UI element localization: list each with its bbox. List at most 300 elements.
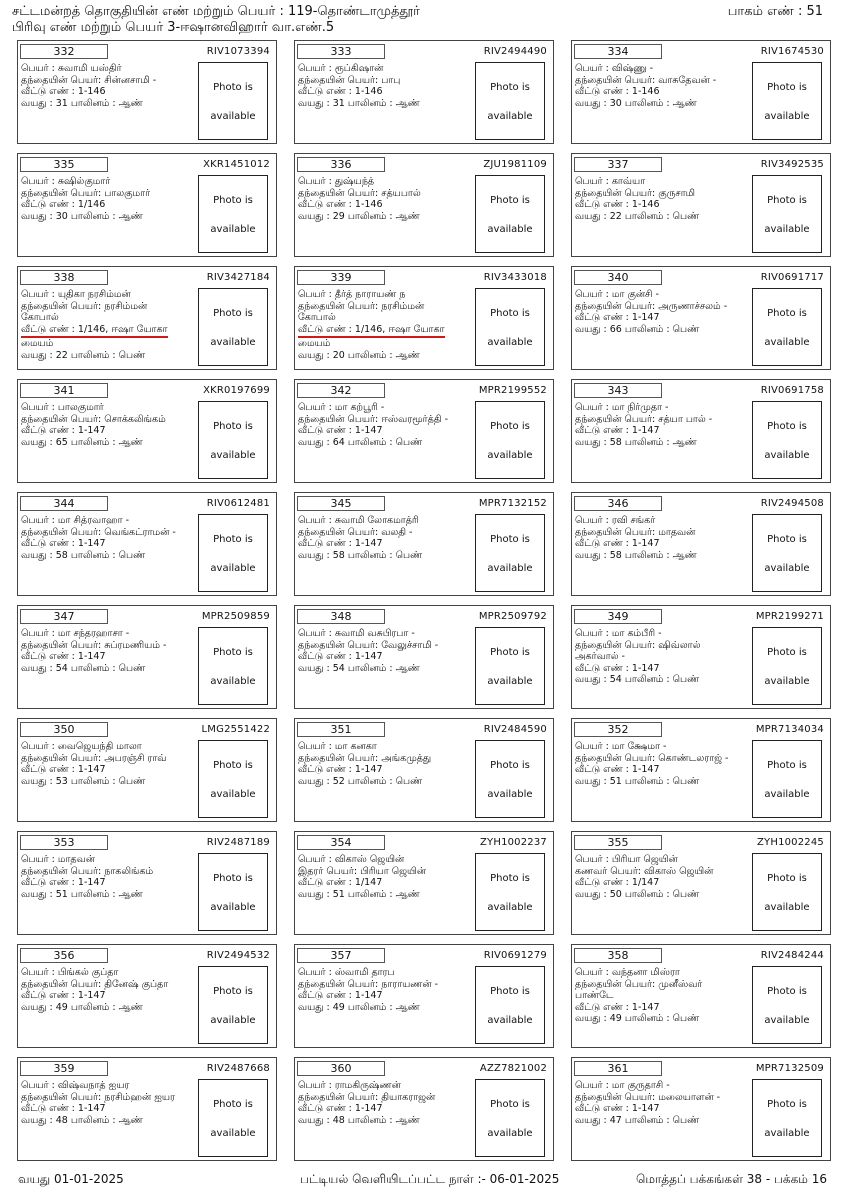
photo-text: available bbox=[210, 902, 256, 913]
detail-line: வயது : 48 பாலினம் : ஆண் bbox=[21, 1114, 143, 1126]
voter-details bbox=[298, 741, 493, 787]
detail-line: வயது : 54 பாலினம் : ஆண் bbox=[298, 662, 420, 674]
detail-line: வயது : 64 பாலினம் : பெண் bbox=[298, 436, 423, 448]
detail-line: பெயர் : விஷ்வநாத் ஐயர bbox=[21, 1080, 130, 1091]
photo-text: available bbox=[764, 450, 810, 461]
detail-line: தந்தையின் பெயர்: வெங்கட்ராமன் - bbox=[21, 526, 176, 538]
voter-details bbox=[575, 289, 770, 335]
epic-number: MPR7132509 bbox=[755, 1063, 824, 1074]
detail-line: பெயர் : ரவி சங்கர் bbox=[575, 515, 656, 526]
photo-placeholder bbox=[752, 288, 822, 366]
detail-line: வயது : 31 பாலினம் : ஆண் bbox=[298, 97, 420, 109]
detail-line: தந்தையின் பெயர்: சுப்ரமணியம் - bbox=[21, 639, 167, 651]
photo-text: Photo is bbox=[767, 647, 807, 658]
detail-line: பெயர் : ரூப்கிஷான் bbox=[298, 63, 384, 74]
detail-line: தந்தையின் பெயர்: வலதி - bbox=[298, 526, 413, 538]
detail-line: வீட்டு எண் : 1-147 bbox=[575, 1103, 660, 1115]
epic-number: RIV3492535 bbox=[760, 159, 824, 170]
photo-text: Photo is bbox=[767, 195, 807, 206]
voter-card bbox=[571, 379, 831, 483]
photo-placeholder bbox=[752, 401, 822, 479]
photo-placeholder bbox=[198, 966, 268, 1044]
detail-line: கணவர் பெயர்: விகாஸ் ஜெயின் bbox=[575, 865, 714, 877]
epic-number: RIV2494508 bbox=[760, 498, 824, 509]
voter-details bbox=[298, 967, 493, 1013]
photo-text: Photo is bbox=[213, 760, 253, 771]
detail-line: வீட்டு எண் : 1-146 bbox=[298, 86, 383, 98]
photo-placeholder bbox=[198, 514, 268, 592]
detail-line: பெயர் : சுவாமி வசுபிரபா - bbox=[298, 628, 415, 639]
detail-line: வீட்டு எண் : 1-147 bbox=[575, 425, 660, 437]
detail-line: வீட்டு எண் : 1-147 bbox=[21, 764, 106, 776]
voter-card bbox=[294, 40, 554, 144]
detail-line: தந்தையின் பெயர்: மாதவன் bbox=[575, 526, 696, 538]
serial-number: 353 bbox=[20, 835, 108, 850]
epic-number: MPR2199552 bbox=[478, 385, 547, 396]
photo-text: available bbox=[210, 1015, 256, 1026]
detail-line: தந்தையின் பெயர்: நாகலிங்கம் bbox=[21, 865, 154, 877]
photo-text: available bbox=[210, 224, 256, 235]
voter-card bbox=[17, 492, 277, 596]
voter-card bbox=[571, 605, 831, 709]
photo-placeholder bbox=[475, 62, 545, 140]
photo-text: available bbox=[764, 1128, 810, 1139]
serial-number: 351 bbox=[297, 722, 385, 737]
voter-details bbox=[21, 402, 216, 448]
photo-text: Photo is bbox=[213, 308, 253, 319]
serial-number: 342 bbox=[297, 383, 385, 398]
photo-placeholder bbox=[752, 514, 822, 592]
epic-number: RIV2487189 bbox=[206, 837, 270, 848]
detail-line: பெயர் : மா நிர்முதா - bbox=[575, 402, 669, 413]
voter-details bbox=[298, 628, 493, 674]
detail-line: வயது : 30 பாலினம் : ஆண் bbox=[21, 210, 143, 222]
voter-details bbox=[21, 1080, 216, 1126]
detail-line: வீட்டு எண் : 1-147 bbox=[575, 662, 660, 674]
voter-details bbox=[298, 176, 493, 222]
detail-line: கோபால் bbox=[21, 312, 59, 324]
voter-details bbox=[21, 741, 216, 787]
voter-details bbox=[575, 402, 770, 448]
detail-line: பெயர் : தீர்த் நாராயண் ந bbox=[298, 289, 406, 300]
publication-date: பட்டியல் வெளியிடப்பட்ட நாள் :- 06-01-2025 bbox=[300, 1172, 560, 1186]
photo-placeholder bbox=[752, 740, 822, 818]
photo-text: Photo is bbox=[767, 308, 807, 319]
photo-text: available bbox=[487, 902, 533, 913]
detail-line: மையம் bbox=[21, 338, 54, 350]
epic-number: RIV2494532 bbox=[206, 950, 270, 961]
serial-number: 346 bbox=[574, 496, 662, 511]
voter-card bbox=[17, 153, 277, 257]
voter-details bbox=[21, 176, 216, 222]
photo-text: Photo is bbox=[490, 647, 530, 658]
photo-text: available bbox=[210, 676, 256, 687]
voter-card bbox=[17, 718, 277, 822]
detail-line: வயது : 65 பாலினம் : ஆண் bbox=[21, 436, 143, 448]
detail-line: பெயர் : பிரியா ஜெயின் bbox=[575, 854, 678, 865]
highlighted-address: வீட்டு எண் : 1/146, ஈஷா யோகா bbox=[298, 324, 445, 339]
voter-details bbox=[21, 289, 216, 362]
epic-number: RIV3433018 bbox=[483, 272, 547, 283]
detail-line bbox=[21, 324, 216, 339]
detail-line: வயது : 31 பாலினம் : ஆண் bbox=[21, 97, 143, 109]
voter-details bbox=[575, 63, 770, 109]
voter-card bbox=[571, 40, 831, 144]
detail-line: வயது : 58 பாலினம் : பெண் bbox=[298, 549, 423, 561]
detail-line: வீட்டு எண் : 1-147 bbox=[298, 538, 383, 550]
detail-line: தந்தையின் பெயர்: நரசிம்ஹன் ஐயர bbox=[21, 1091, 175, 1103]
epic-number: RIV2487668 bbox=[206, 1063, 270, 1074]
detail-line: பெயர் : துஷ்யந்த் bbox=[298, 176, 375, 187]
detail-line: பெயர் : சுவாமி லோகமாத்ரி bbox=[298, 515, 419, 526]
detail-line: பெயர் : பிங்கல் குப்தா bbox=[21, 967, 119, 978]
voter-details bbox=[575, 515, 770, 561]
detail-line: தந்தையின் பெயர்: சொக்கலிங்கம் bbox=[21, 413, 166, 425]
photo-text: available bbox=[764, 1015, 810, 1026]
photo-placeholder bbox=[198, 175, 268, 253]
voter-details bbox=[575, 1080, 770, 1126]
detail-line: தந்தையின் பெயர்: வேலுச்சாமி - bbox=[298, 639, 439, 651]
detail-line: தந்தையின் பெயர்: தியாகராஜன் bbox=[298, 1091, 436, 1103]
photo-text: Photo is bbox=[767, 82, 807, 93]
detail-line: தந்தையின் பெயர்: சத்யபால் bbox=[298, 187, 421, 199]
detail-line: தந்தையின் பெயர்: நரசிம்மன் bbox=[298, 300, 425, 312]
epic-number: MPR2509792 bbox=[478, 611, 547, 622]
photo-placeholder bbox=[198, 627, 268, 705]
constituency-title: சட்டமன்றத் தொகுதியின் எண் மற்றும் பெயர் : 119-தொண்டாமுத்தூர் bbox=[12, 4, 420, 19]
voter-details bbox=[575, 628, 770, 686]
serial-number: 338 bbox=[20, 270, 108, 285]
serial-number: 337 bbox=[574, 157, 662, 172]
photo-text: available bbox=[210, 450, 256, 461]
photo-text: Photo is bbox=[213, 647, 253, 658]
serial-number: 358 bbox=[574, 948, 662, 963]
photo-text: available bbox=[210, 111, 256, 122]
epic-number: RIV2484244 bbox=[760, 950, 824, 961]
photo-text: Photo is bbox=[213, 873, 253, 884]
epic-number: AZZ7821002 bbox=[479, 1063, 547, 1074]
page-header bbox=[12, 4, 420, 36]
epic-number: RIV2494490 bbox=[483, 46, 547, 57]
photo-text: available bbox=[210, 1128, 256, 1139]
photo-text: Photo is bbox=[767, 986, 807, 997]
photo-text: Photo is bbox=[490, 195, 530, 206]
voter-card bbox=[571, 718, 831, 822]
photo-placeholder bbox=[475, 514, 545, 592]
voter-card bbox=[17, 605, 277, 709]
detail-line: தந்தையின் பெயர்: சத்யா பால் - bbox=[575, 413, 713, 425]
detail-line: வீட்டு எண் : 1-147 bbox=[21, 990, 106, 1002]
serial-number: 350 bbox=[20, 722, 108, 737]
detail-line: வீட்டு எண் : 1-147 bbox=[21, 425, 106, 437]
detail-line: வயது : 51 பாலினம் : ஆண் bbox=[298, 888, 420, 900]
detail-line bbox=[298, 324, 493, 339]
photo-text: available bbox=[487, 789, 533, 800]
serial-number: 354 bbox=[297, 835, 385, 850]
voter-details bbox=[575, 741, 770, 787]
photo-placeholder bbox=[475, 853, 545, 931]
photo-text: Photo is bbox=[490, 1099, 530, 1110]
detail-line: வீட்டு எண் : 1-146 bbox=[575, 86, 660, 98]
detail-line: தந்தையின் பெயர்: முனீஸ்வர் bbox=[575, 978, 703, 990]
detail-line: தந்தையின் பெயர்: பாபு bbox=[298, 74, 401, 86]
detail-line: வீட்டு எண் : 1-147 bbox=[298, 990, 383, 1002]
detail-line: பெயர் : மா கனகா bbox=[298, 741, 377, 752]
serial-number: 343 bbox=[574, 383, 662, 398]
photo-text: available bbox=[764, 563, 810, 574]
detail-line: வயது : 20 பாலினம் : ஆண் bbox=[298, 349, 420, 361]
detail-line: தந்தையின் பெயர்: ஈஸ்வரமூர்த்தி - bbox=[298, 413, 449, 425]
photo-text: available bbox=[487, 1015, 533, 1026]
photo-text: available bbox=[764, 224, 810, 235]
detail-line: பெயர் : மா கற்பூரி - bbox=[298, 402, 385, 413]
detail-line: வீட்டு எண் : 1-147 bbox=[21, 1103, 106, 1115]
serial-number: 352 bbox=[574, 722, 662, 737]
detail-line: பெயர் : மா குருதாசி - bbox=[575, 1080, 670, 1091]
serial-number: 333 bbox=[297, 44, 385, 59]
photo-text: Photo is bbox=[490, 82, 530, 93]
photo-text: available bbox=[487, 224, 533, 235]
photo-text: available bbox=[210, 337, 256, 348]
voter-card bbox=[294, 153, 554, 257]
part-number: பாகம் எண் : 51 bbox=[727, 4, 823, 19]
epic-number: RIV0612481 bbox=[206, 498, 270, 509]
detail-line: பெயர் : பாலகுமார் bbox=[21, 402, 104, 413]
detail-line: பெயர் : வந்தனா மிஸ்ரா bbox=[575, 967, 680, 978]
photo-text: available bbox=[764, 902, 810, 913]
photo-placeholder bbox=[198, 1079, 268, 1157]
photo-placeholder bbox=[475, 401, 545, 479]
voter-card bbox=[294, 266, 554, 370]
voter-card bbox=[294, 944, 554, 1048]
photo-placeholder bbox=[198, 740, 268, 818]
photo-placeholder bbox=[752, 1079, 822, 1157]
serial-number: 344 bbox=[20, 496, 108, 511]
photo-text: Photo is bbox=[213, 421, 253, 432]
detail-line: வயது : 48 பாலினம் : ஆண் bbox=[298, 1114, 420, 1126]
photo-placeholder bbox=[752, 853, 822, 931]
detail-line: பெயர் : மா கம்பீரி - bbox=[575, 628, 662, 639]
photo-text: Photo is bbox=[490, 760, 530, 771]
serial-number: 356 bbox=[20, 948, 108, 963]
detail-line: வீட்டு எண் : 1-147 bbox=[298, 764, 383, 776]
epic-number: ZYH1002237 bbox=[479, 837, 547, 848]
detail-line: தந்தையின் பெயர்: பாலகுமார் bbox=[21, 187, 151, 199]
photo-placeholder bbox=[475, 627, 545, 705]
voter-card bbox=[17, 379, 277, 483]
detail-line: வீட்டு எண் : 1-147 bbox=[21, 877, 106, 889]
detail-line: தந்தையின் பெயர்: ஷிவ்லால் bbox=[575, 639, 701, 651]
photo-placeholder bbox=[475, 1079, 545, 1157]
voter-details bbox=[575, 854, 770, 900]
detail-line: இதரர் பெயர்: பிரியா ஜெயின் bbox=[298, 865, 427, 877]
detail-line: வயது : 49 பாலினம் : ஆண் bbox=[21, 1001, 143, 1013]
detail-line: பெயர் : சுஷில்குமார் bbox=[21, 176, 111, 187]
voter-details bbox=[298, 289, 493, 362]
detail-line: வீட்டு எண் : 1-147 bbox=[575, 1001, 660, 1013]
serial-number: 361 bbox=[574, 1061, 662, 1076]
photo-text: Photo is bbox=[490, 421, 530, 432]
photo-text: Photo is bbox=[213, 986, 253, 997]
detail-line: வயது : 22 பாலினம் : பெண் bbox=[575, 210, 700, 222]
photo-text: Photo is bbox=[213, 534, 253, 545]
detail-line: வீட்டு எண் : 1-147 bbox=[21, 651, 106, 663]
voter-details bbox=[298, 515, 493, 561]
detail-line: தந்தையின் பெயர்: கொண்டலராஜ் - bbox=[575, 752, 729, 764]
voter-details bbox=[21, 967, 216, 1013]
voter-details bbox=[298, 402, 493, 448]
serial-number: 345 bbox=[297, 496, 385, 511]
epic-number: RIV1674530 bbox=[760, 46, 824, 57]
epic-number: MPR2509859 bbox=[201, 611, 270, 622]
detail-line: பெயர் : வைஜெயந்தி மாலா bbox=[21, 741, 142, 752]
detail-line: கோபால் bbox=[298, 312, 336, 324]
detail-line: பெயர் : ராமகிருஷ்ணன் bbox=[298, 1080, 401, 1091]
detail-line: வயது : 49 பாலினம் : ஆண் bbox=[298, 1001, 420, 1013]
voter-card bbox=[571, 492, 831, 596]
detail-line: வயது : 54 பாலினம் : பெண் bbox=[575, 674, 700, 686]
serial-number: 332 bbox=[20, 44, 108, 59]
epic-number: MPR7132152 bbox=[478, 498, 547, 509]
photo-placeholder bbox=[475, 288, 545, 366]
serial-number: 360 bbox=[297, 1061, 385, 1076]
detail-line: வயது : 58 பாலினம் : ஆண் bbox=[575, 549, 697, 561]
epic-number: ZJU1981109 bbox=[483, 159, 547, 170]
detail-line: அகர்வால் - bbox=[575, 651, 625, 663]
epic-number: RIV3427184 bbox=[206, 272, 270, 283]
photo-text: available bbox=[210, 789, 256, 800]
photo-text: available bbox=[210, 563, 256, 574]
page-count: மொத்தப் பக்கங்கள் 38 - பக்கம் 16 bbox=[635, 1172, 827, 1186]
photo-text: available bbox=[487, 563, 533, 574]
photo-text: Photo is bbox=[490, 986, 530, 997]
detail-line: தந்தையின் பெயர்: சின்னசாமி - bbox=[21, 74, 157, 86]
photo-text: available bbox=[487, 1128, 533, 1139]
voter-card bbox=[571, 831, 831, 935]
photo-text: Photo is bbox=[767, 421, 807, 432]
detail-line: பெயர் : மாதவன் bbox=[21, 854, 95, 865]
epic-number: MPR7134034 bbox=[755, 724, 824, 735]
detail-line: வீட்டு எண் : 1-146 bbox=[298, 199, 383, 211]
detail-line: வீட்டு எண் : 1-147 bbox=[575, 764, 660, 776]
photo-text: Photo is bbox=[767, 873, 807, 884]
voter-card bbox=[17, 40, 277, 144]
photo-text: Photo is bbox=[213, 195, 253, 206]
voter-card bbox=[294, 831, 554, 935]
photo-text: Photo is bbox=[767, 760, 807, 771]
photo-text: available bbox=[487, 111, 533, 122]
photo-text: Photo is bbox=[767, 1099, 807, 1110]
detail-line: பெயர் : யுதிகா நரசிம்மன் bbox=[21, 289, 131, 300]
photo-placeholder bbox=[198, 401, 268, 479]
photo-text: Photo is bbox=[767, 534, 807, 545]
detail-line: வயது : 30 பாலினம் : ஆண் bbox=[575, 97, 697, 109]
photo-text: available bbox=[764, 789, 810, 800]
detail-line: தந்தையின் பெயர்: தினேஷ் குப்தா bbox=[21, 978, 169, 990]
detail-line: வயது : 51 பாலினம் : ஆண் bbox=[21, 888, 143, 900]
detail-line: வயது : 66 பாலினம் : பெண் bbox=[575, 323, 700, 335]
voter-details bbox=[21, 854, 216, 900]
voter-card bbox=[294, 718, 554, 822]
photo-text: available bbox=[764, 337, 810, 348]
voter-details bbox=[21, 63, 216, 109]
voter-details bbox=[298, 854, 493, 900]
photo-text: Photo is bbox=[213, 1099, 253, 1110]
voter-grid bbox=[17, 40, 831, 1161]
voter-card bbox=[17, 1057, 277, 1161]
voter-card bbox=[17, 944, 277, 1048]
voter-details bbox=[298, 1080, 493, 1126]
detail-line: பெயர் : மா குன்சி - bbox=[575, 289, 659, 300]
serial-number: 359 bbox=[20, 1061, 108, 1076]
detail-line: பெயர் : மா சந்தரஹாசா - bbox=[21, 628, 130, 639]
epic-number: XKR1451012 bbox=[203, 159, 270, 170]
detail-line: வீட்டு எண் : 1-147 bbox=[575, 538, 660, 550]
photo-placeholder bbox=[752, 966, 822, 1044]
detail-line: வீட்டு எண் : 1/147 bbox=[575, 877, 660, 889]
epic-number: RIV0691758 bbox=[760, 385, 824, 396]
photo-text: Photo is bbox=[490, 308, 530, 319]
epic-number: XKR0197699 bbox=[203, 385, 270, 396]
detail-line: வயது : 58 பாலினம் : ஆண் bbox=[575, 436, 697, 448]
voter-details bbox=[21, 515, 216, 561]
voter-card bbox=[294, 492, 554, 596]
photo-text: Photo is bbox=[490, 873, 530, 884]
photo-placeholder bbox=[198, 853, 268, 931]
detail-line: வயது : 47 பாலினம் : பெண் bbox=[575, 1114, 700, 1126]
photo-placeholder bbox=[198, 288, 268, 366]
serial-number: 335 bbox=[20, 157, 108, 172]
epic-number: RIV0691717 bbox=[760, 272, 824, 283]
detail-line: வீட்டு எண் : 1-147 bbox=[21, 538, 106, 550]
detail-line: பெயர் : விஷ்ணு - bbox=[575, 63, 654, 74]
detail-line: தந்தையின் பெயர்: அங்கமுத்து bbox=[298, 752, 432, 764]
serial-number: 348 bbox=[297, 609, 385, 624]
detail-line: தந்தையின் பெயர்: வாசுதேவன் - bbox=[575, 74, 717, 86]
detail-line: தந்தையின் பெயர்: அருணாச்சலம் - bbox=[575, 300, 728, 312]
serial-number: 347 bbox=[20, 609, 108, 624]
voter-details bbox=[575, 967, 770, 1025]
photo-text: Photo is bbox=[490, 534, 530, 545]
detail-line: தந்தையின் பெயர்: மலையாளன் - bbox=[575, 1091, 721, 1103]
detail-line: பெயர் : மா க்ஷேமா - bbox=[575, 741, 667, 752]
detail-line: தந்தையின் பெயர்: குருசாமி bbox=[575, 187, 696, 199]
photo-placeholder bbox=[198, 62, 268, 140]
detail-line: வீட்டு எண் : 1-147 bbox=[298, 651, 383, 663]
photo-text: available bbox=[764, 676, 810, 687]
detail-line: தந்தையின் பெயர்: அபரஞ்சி ராவ் bbox=[21, 752, 167, 764]
epic-number: MPR2199271 bbox=[755, 611, 824, 622]
detail-line: வீட்டு எண் : 1-147 bbox=[298, 1103, 383, 1115]
detail-line: வயது : 51 பாலினம் : பெண் bbox=[575, 775, 700, 787]
voter-card bbox=[571, 944, 831, 1048]
epic-number: ZYH1002245 bbox=[756, 837, 824, 848]
photo-placeholder bbox=[752, 62, 822, 140]
detail-line: வீட்டு எண் : 1/146 bbox=[21, 199, 106, 211]
detail-line: வயது : 54 பாலினம் : பெண் bbox=[21, 662, 146, 674]
detail-line: வீட்டு எண் : 1-146 bbox=[575, 199, 660, 211]
highlighted-address: வீட்டு எண் : 1/146, ஈஷா யோகா bbox=[21, 324, 168, 339]
detail-line: வீட்டு எண் : 1-147 bbox=[298, 425, 383, 437]
detail-line: வீட்டு எண் : 1-147 bbox=[575, 312, 660, 324]
voter-details bbox=[575, 176, 770, 222]
detail-line: வயது : 49 பாலினம் : பெண் bbox=[575, 1013, 700, 1025]
section-title: பிரிவு எண் மற்றும் பெயர் 3-ஈஷானவிஹார் வா.எண்.5 bbox=[12, 20, 335, 35]
serial-number: 334 bbox=[574, 44, 662, 59]
photo-placeholder bbox=[752, 627, 822, 705]
photo-placeholder bbox=[475, 966, 545, 1044]
epic-number: LMG2551422 bbox=[201, 724, 270, 735]
